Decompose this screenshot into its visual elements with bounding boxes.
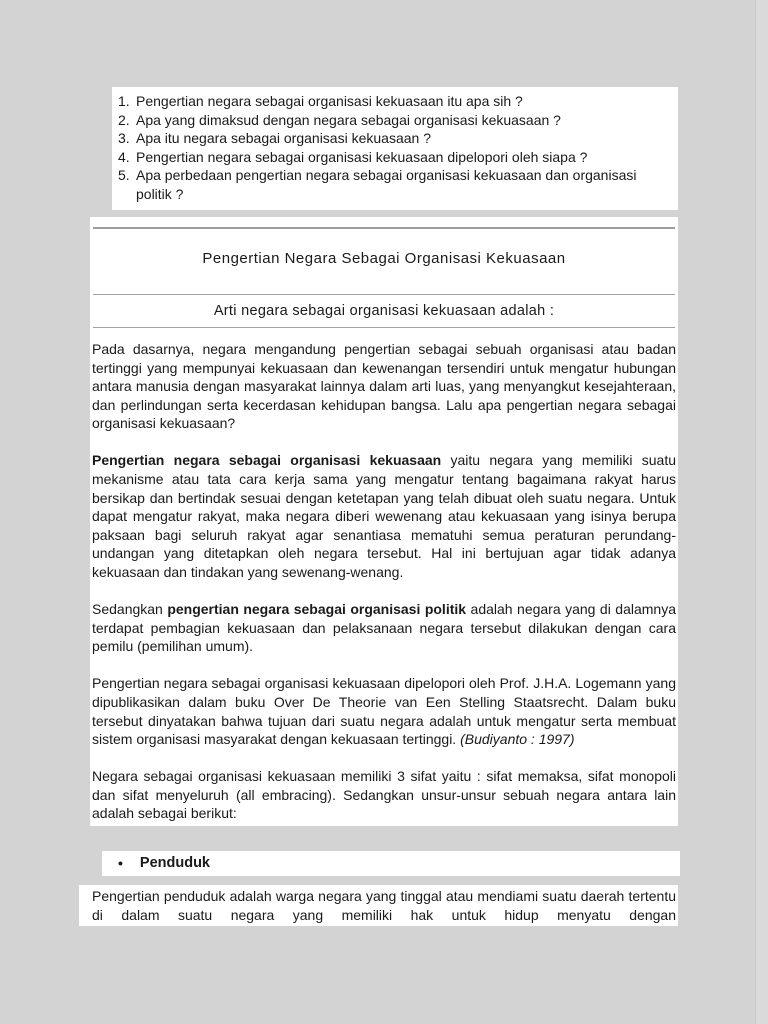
paragraph-text: Negara sebagai organisasi kekuasaan memiliki 3 sifat yaitu : sifat memaksa, sifat monopoli dan sifat menyeluruh (all embracing). Sedangkan unsur-unsur sebuah negara antara lain adalah sebagai berikut:: [92, 768, 676, 822]
question-item: [116, 129, 672, 148]
question-item: [116, 166, 672, 203]
question-text: Apa itu negara sebagai organisasi kekuasaan ?: [136, 130, 431, 146]
question-text: Pengertian negara sebagai organisasi kekuasaan itu apa sih ?: [136, 93, 523, 109]
document-title: Pengertian Negara Sebagai Organisasi Kekuasaan: [202, 250, 566, 267]
document-subtitle: Arti negara sebagai organisasi kekuasaan adalah :: [213, 303, 555, 319]
bullet-item-penduduk: [102, 851, 680, 876]
section-rule-mid: [93, 294, 675, 295]
question-number: 5.: [118, 167, 130, 183]
paragraph-text: adalah negara yang di dalamnya terdapat pembagian kekuasaan dan pelaksanaan negara tersebut dilakukan dengan cara pemilu (pemilihan umum).: [92, 601, 677, 655]
paragraph-intro: [92, 340, 676, 433]
section-rule-bottom: [93, 327, 675, 328]
paragraph-kekuasaan-definition: [92, 451, 676, 581]
question-number: 4.: [118, 148, 130, 165]
question-item: [116, 148, 672, 167]
citation-text: (Budiyanto : 1997): [460, 731, 575, 748]
paragraph-text: Pengertian negara sebagai organisasi kekuasaan dipelopori oleh Prof. J.H.A. Logemann yang dipublikasikan dalam buku Over De Theorie van Een Stelling Staatsrecht. Dalam buku tersebut dinyatakan bahwa tujuan dari suatu negara adalah untuk mengatur serta membuat sistem organisasi masyarakat dengan kekuasaan tertinggi.: [92, 675, 676, 748]
question-number: 3.: [118, 130, 130, 146]
section-rule-top: [93, 227, 675, 229]
scrollbar-track[interactable]: [755, 0, 768, 1024]
question-item: [116, 111, 672, 130]
bold-term: pengertian negara sebagai organisasi politik: [167, 601, 467, 618]
paragraph-text: Pengertian penduduk adalah warga negara yang tinggal atau mendiami suatu daerah tertentu di dalam suatu negara yang memiliki hak untuk hidup menyatu dengan: [92, 888, 676, 923]
paragraph-text: Sedangkan: [92, 601, 168, 618]
paragraph-sifat: [92, 767, 676, 823]
paragraph-penduduk: [79, 885, 678, 926]
paragraph-text: Pada dasarnya, negara mengandung pengertian sebagai sebuah organisasi atau badan tertinggi yang mempunyai kekuasaan dan kewenangan tersendiri untuk mengatur hubungan antara manusia dengan masyarakat lainnya dalam arti luas, yang menyangkut kesejahteraan, dan perlindungan serta kecerdasan kehidupan bangsa. Lalu apa pengertian negara sebagai organisasi kekuasaan?: [92, 341, 676, 432]
bold-term: Pengertian negara sebagai organisasi kekuasaan: [92, 452, 442, 469]
paragraph-text: yaitu negara yang memiliki suatu mekanisme atau tata cara kerja sama yang mengatur tentang bagaimana rakyat harus bersikap dan bertindak sesuai dengan ketetapan yang telah dibuat oleh suatu negara. Untuk dapat mengatur rakyat, maka negara diberi wewenang atau kekuasaan yang isinya berupa paksaan bagi seluruh rakyat agar senantiasa mematuhi semua peraturan perundang-undangan yang ditetapkan oleh negara tersebut. Hal ini bertujuan agar tidak adanya kekuasaan dan tindakan yang sewenang-wenang.: [92, 452, 676, 581]
question-item: [116, 92, 672, 111]
question-number: 2.: [118, 111, 130, 128]
document-page: [90, 217, 678, 826]
paragraph-politik-definition: [92, 600, 676, 656]
question-text: Apa yang dimaksud dengan negara sebagai organisasi kekuasaan ?: [136, 111, 561, 128]
bullet-label: Penduduk: [139, 855, 210, 871]
paragraph-logemann: [92, 674, 676, 748]
question-text: Pengertian negara sebagai organisasi kekuasaan dipelopori oleh siapa ?: [136, 148, 588, 165]
question-text: Apa perbedaan pengertian negara sebagai organisasi kekuasaan dan organisasi politik ?: [136, 167, 637, 202]
bullet-icon: •: [118, 855, 123, 871]
question-number: 1.: [118, 93, 130, 109]
questions-box: [112, 87, 678, 210]
